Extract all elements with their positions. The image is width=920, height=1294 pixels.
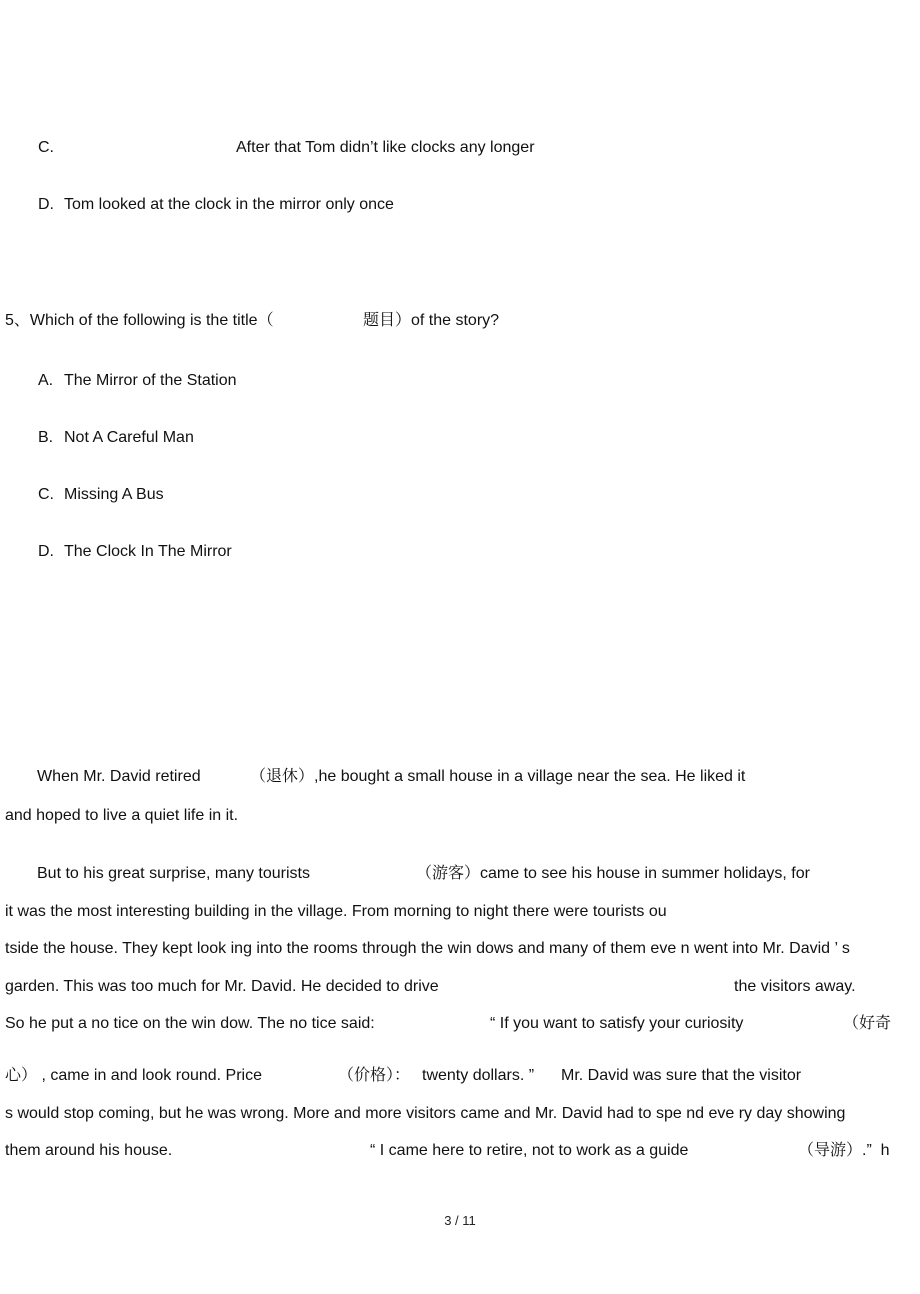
passage-line-3a: But to his great surprise, many tourists — [37, 865, 310, 882]
passage-line-7b: “ If you want to satisfy your curiosity — [490, 1015, 744, 1032]
passage-line-8b: （价格）： — [338, 1067, 411, 1084]
passage-line-2: and hoped to live a quiet life in it. — [5, 807, 239, 824]
passage-line-8d: Mr. David was sure that the visitor — [561, 1067, 802, 1084]
passage-line-8c: twenty dollars. ” — [422, 1067, 535, 1084]
q5-option-text-a: The Mirror of the Station — [64, 372, 237, 389]
passage-line-4: it was the most interesting building in the village. From morning to night there were tourists ou — [5, 903, 667, 920]
option-letter-d: D. — [38, 196, 54, 213]
question-5-gloss: 题目）of the story? — [363, 312, 500, 329]
passage-line-9: s would stop coming, but he was wrong. More and more visitors came and Mr. David had to spe nd eve ry day showing — [5, 1105, 846, 1122]
page-number: 3 / 11 — [444, 1213, 476, 1228]
q5-option-letter-c: C. — [38, 486, 54, 503]
passage-line-6a: garden. This was too much for Mr. David. He decided to drive — [5, 978, 439, 995]
q5-option-text-b: Not A Careful Man — [64, 429, 194, 446]
q5-option-letter-d: D. — [38, 543, 54, 560]
q5-option-letter-b: B. — [38, 429, 54, 446]
option-text-d: Tom looked at the clock in the mirror only once — [64, 196, 394, 213]
q5-option-text-c: Missing A Bus — [64, 486, 164, 503]
option-text-c: After that Tom didn’t like clocks any longer — [236, 139, 535, 156]
passage-line-10a: them around his house. — [5, 1142, 173, 1159]
passage-line-10c: （导游）.” h — [798, 1142, 890, 1159]
passage-line-5: tside the house. They kept look ing into the rooms through the win dows and many of them eve n went into Mr. David ’ s — [5, 940, 850, 957]
passage-line-6b: the visitors away. — [734, 978, 856, 995]
passage-line-10b: “ I came here to retire, not to work as a guide — [370, 1142, 689, 1159]
option-letter-c: C. — [38, 139, 54, 156]
question-5-prompt: 5、Which of the following is the title（ — [5, 312, 274, 329]
q5-option-text-d: The Clock In The Mirror — [64, 543, 232, 560]
passage-line-7a: So he put a no tice on the win dow. The no tice said: — [5, 1015, 375, 1032]
passage-line-3b: （游客）came to see his house in summer holidays, for — [416, 865, 810, 882]
passage-line-1a: When Mr. David retired — [37, 768, 201, 785]
passage-line-8a: 心） , came in and look round. Price — [5, 1067, 263, 1084]
q5-option-letter-a: A. — [38, 372, 54, 389]
passage-line-1b: （退休）,he bought a small house in a village near the sea. He liked it — [250, 768, 746, 785]
passage-line-7c: （好奇 — [843, 1015, 892, 1032]
